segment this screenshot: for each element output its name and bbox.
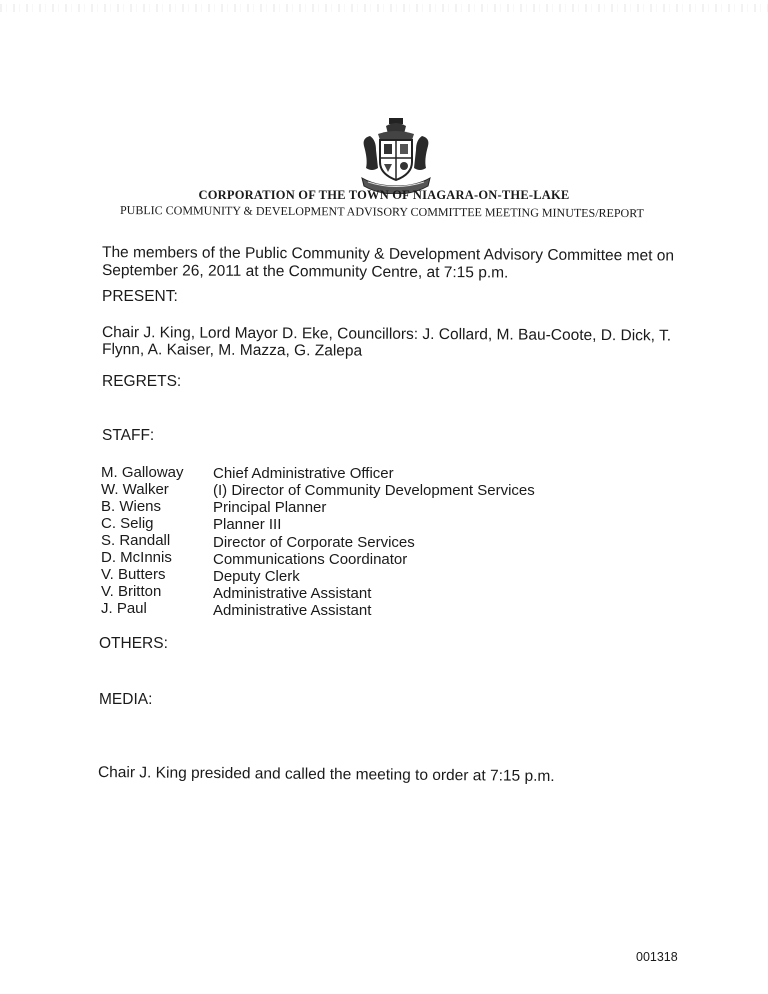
page-number: 001318 [636, 950, 678, 964]
staff-title: Deputy Clerk [213, 568, 300, 585]
organization-title: CORPORATION OF THE TOWN OF NIAGARA-ON-THE-LAKE [198, 188, 570, 202]
present-line-2: Flynn, A. Kaiser, M. Mazza, G. Zalepa [101, 341, 363, 360]
intro-line-1: The members of the Public Community & Development Advisory Committee met on [101, 244, 675, 265]
staff-name: V. Britton [101, 583, 162, 600]
intro-line-2: September 26, 2011 at the Community Centre, at 7:15 p.m. [101, 262, 509, 282]
document-subtitle: PUBLIC COMMUNITY & DEVELOPMENT ADVISORY COMMITTEE MEETING MINUTES/REPORT [119, 203, 644, 221]
others-heading: OTHERS: [99, 635, 168, 652]
staff-name: S. Randall [101, 532, 171, 549]
staff-name: V. Butters [101, 566, 166, 583]
staff-name: M. Galloway [101, 464, 184, 481]
staff-title: Communications Coordinator [213, 551, 408, 568]
staff-title: Principal Planner [213, 499, 327, 516]
staff-title: Chief Administrative Officer [213, 465, 394, 482]
staff-title: Administrative Assistant [213, 602, 372, 619]
present-heading: PRESENT: [102, 288, 178, 305]
staff-title: Director of Corporate Services [213, 534, 415, 551]
staff-name: D. McInnis [101, 549, 172, 566]
present-line-1: Chair J. King, Lord Mayor D. Eke, Councillors: J. Collard, M. Bau-Coote, D. Dick, T. [101, 324, 672, 345]
staff-name: C. Selig [101, 515, 154, 532]
media-heading: MEDIA: [99, 691, 153, 708]
staff-name: W. Walker [101, 481, 169, 498]
staff-heading: STAFF: [102, 427, 155, 444]
regrets-heading: REGRETS: [102, 373, 182, 390]
staff-title: (I) Director of Community Development Services [213, 482, 535, 499]
staff-name: J. Paul [101, 600, 147, 617]
call-to-order-text: Chair J. King presided and called the meeting to order at 7:15 p.m. [97, 764, 555, 785]
staff-title: Planner III [213, 516, 282, 533]
staff-title: Administrative Assistant [213, 585, 372, 602]
staff-name: B. Wiens [101, 498, 162, 515]
town-crest-icon [356, 116, 436, 194]
scan-artifact [0, 4, 768, 12]
